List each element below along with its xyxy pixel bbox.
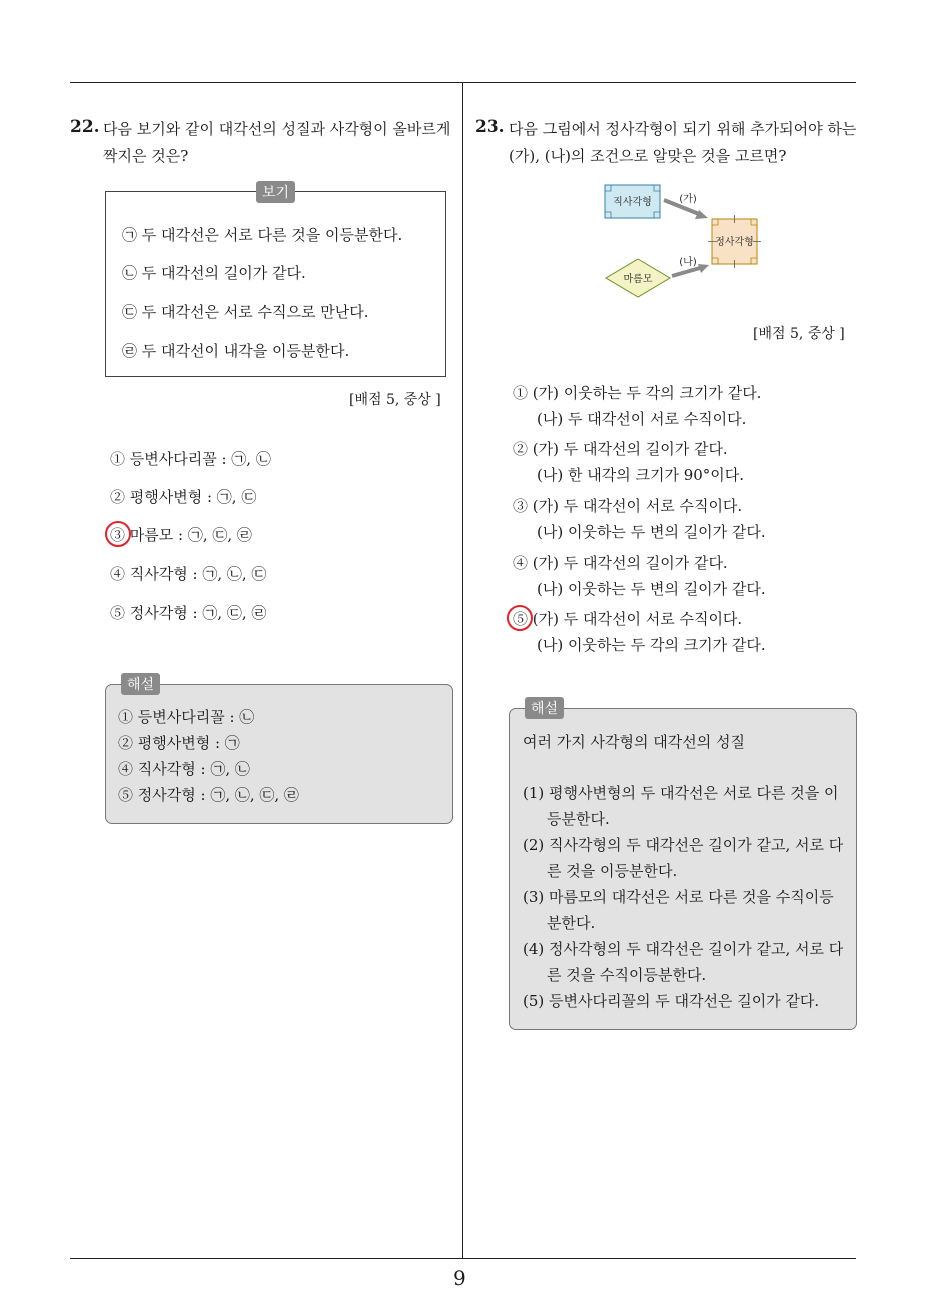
q23-choice-2[interactable]: ② (가) 두 대각선의 길이가 같다. — [513, 440, 728, 458]
q23-solution-line: (1) 평행사변형의 두 대각선은 서로 다른 것을 이 — [523, 784, 839, 802]
square-shape — [708, 215, 761, 268]
q23-solution-line: (5) 등변사다리꼴의 두 대각선은 길이가 같다. — [523, 992, 820, 1010]
q22-example-item: ㉡ 두 대각선의 길이가 같다. — [122, 264, 306, 282]
square-label: 정사각형 — [715, 237, 754, 248]
q22-answer-mark — [105, 521, 131, 547]
q22-choice-3[interactable]: ③ 마름모 : ㉠, ㉢, ㉣ — [110, 526, 252, 544]
q23-choice-1[interactable]: ① (가) 이웃하는 두 각의 크기가 같다. — [513, 384, 762, 402]
q22-text-line2: 짝지은 것은? — [103, 147, 189, 165]
top-rule — [70, 82, 856, 83]
q22-example-item: ㉠ 두 대각선은 서로 다른 것을 이등분한다. — [122, 226, 403, 244]
q23-choice-1-line2: (나) 두 대각선이 서로 수직이다. — [537, 410, 747, 428]
q23-choice-5[interactable]: ⑤ (가) 두 대각선이 서로 수직이다. — [513, 610, 743, 628]
q22-example-tag: 보기 — [256, 181, 295, 203]
column-divider — [462, 83, 463, 1259]
q23-solution-line: 등분한다. — [547, 810, 610, 828]
q22-solution-tag: 해설 — [121, 673, 160, 695]
q23-solution-tag: 해설 — [525, 697, 564, 719]
rectangle-shape — [605, 185, 660, 218]
q23-solution-title: 여러 가지 사각형의 대각선의 성질 — [523, 733, 745, 751]
q22-choice-2[interactable]: ② 평행사변형 : ㉠, ㉢ — [110, 488, 257, 506]
q23-solution-line: (3) 마름모의 대각선은 서로 다른 것을 수직이등 — [523, 888, 834, 906]
rectangle-label: 직사각형 — [613, 197, 652, 208]
q23-choice-2-line2: (나) 한 내각의 크기가 90°이다. — [537, 466, 745, 484]
q22-choice-5[interactable]: ⑤ 정사각형 : ㉠, ㉢, ㉣ — [110, 604, 267, 622]
q22-choice-1[interactable]: ① 등변사다리꼴 : ㉠, ㉡ — [110, 450, 271, 468]
q23-answer-mark — [507, 605, 533, 631]
q22-solution-line: ⑤ 정사각형 : ㉠, ㉡, ㉢, ㉣ — [118, 786, 299, 804]
page-number: 9 — [453, 1266, 466, 1290]
q22-choice-4[interactable]: ④ 직사각형 : ㉠, ㉡, ㉢ — [110, 565, 267, 583]
q22-example-item: ㉢ 두 대각선은 서로 수직으로 만난다. — [122, 303, 369, 321]
arrow-na — [672, 255, 709, 276]
bottom-rule — [70, 1258, 856, 1259]
rhombus-shape — [606, 259, 670, 297]
q22-score: [배점 5, 중상 ] — [349, 392, 441, 408]
rhombus-label: 마름모 — [623, 274, 653, 285]
q23-text-line1: 다음 그림에서 정사각형이 되기 위해 추가되어야 하는 — [509, 120, 857, 138]
q23-choice-3[interactable]: ③ (가) 두 대각선이 서로 수직이다. — [513, 497, 743, 515]
q23-choice-4[interactable]: ④ (가) 두 대각선의 길이가 같다. — [513, 554, 728, 572]
arrow-ga-label: (가) — [679, 194, 697, 205]
q23-choice-3-line2: (나) 이웃하는 두 변의 길이가 같다. — [537, 523, 766, 541]
q23-solution-line: 른 것을 수직이등분한다. — [547, 966, 707, 984]
q23-choice-4-line2: (나) 이웃하는 두 변의 길이가 같다. — [537, 580, 766, 598]
q23-solution-line: (2) 직사각형의 두 대각선은 길이가 같고, 서로 다 — [523, 836, 844, 854]
q23-solution-line: 분한다. — [547, 914, 596, 932]
q22-example-item: ㉣ 두 대각선이 내각을 이등분한다. — [122, 342, 350, 360]
q23-text-line2: (가), (나)의 조건으로 알맞은 것을 고르면? — [509, 147, 787, 165]
q22-text-line1: 다음 보기와 같이 대각선의 성질과 사각형이 올바르게 — [103, 120, 451, 138]
arrow-na-label: (나) — [679, 257, 697, 268]
q23-diagram — [600, 180, 765, 300]
q22-solution-line: ② 평행사변형 : ㉠ — [118, 734, 240, 752]
q22-number: 22. — [70, 117, 100, 137]
arrow-ga — [664, 192, 708, 219]
q23-number: 23. — [475, 117, 505, 137]
q23-solution-line: (4) 정사각형의 두 대각선은 길이가 같고, 서로 다 — [523, 940, 844, 958]
q22-solution-line: ① 등변사다리꼴 : ㉡ — [118, 708, 255, 726]
q23-choice-5-line2: (나) 이웃하는 두 각의 크기가 같다. — [537, 636, 766, 654]
q23-solution-line: 른 것을 이등분한다. — [547, 862, 678, 880]
q22-solution-line: ④ 직사각형 : ㉠, ㉡ — [118, 760, 250, 778]
q23-score: [배점 5, 중상 ] — [753, 326, 845, 342]
